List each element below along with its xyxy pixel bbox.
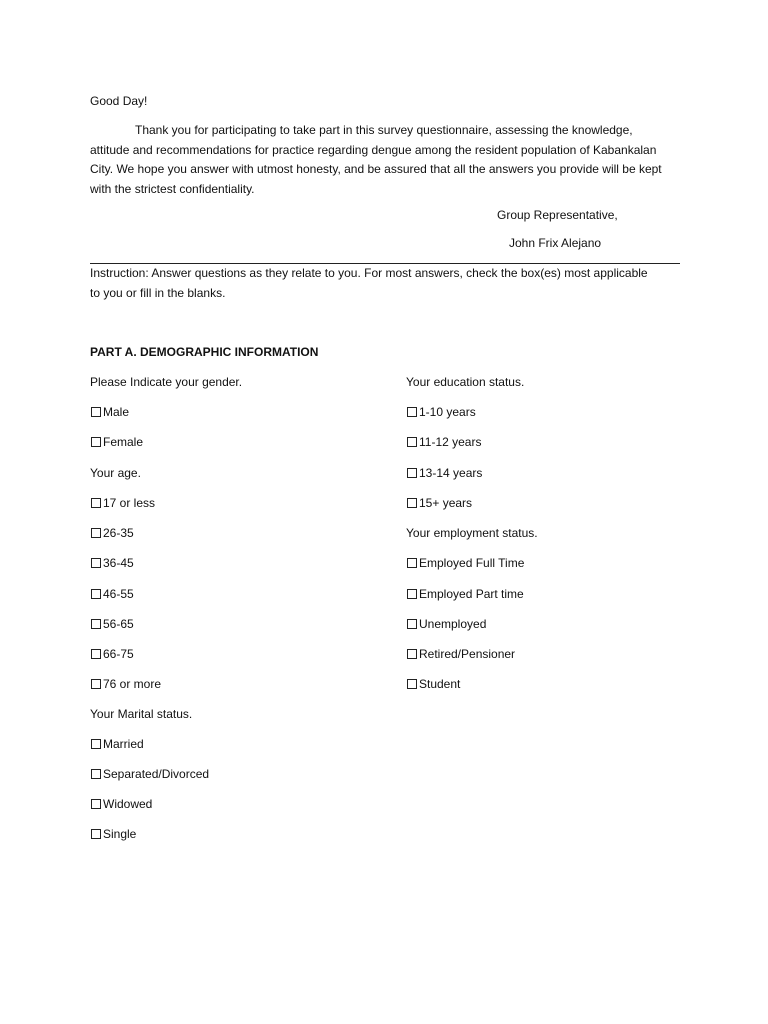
marital-option[interactable]: Single xyxy=(91,827,136,841)
checkbox[interactable] xyxy=(407,558,417,568)
marital-question: Your Marital status. xyxy=(90,707,193,721)
checkbox[interactable] xyxy=(91,799,101,809)
age-option[interactable]: 17 or less xyxy=(91,496,155,510)
education-option[interactable]: 15+ years xyxy=(407,496,472,510)
gender-option-female[interactable]: Female xyxy=(91,435,143,449)
checkbox[interactable] xyxy=(91,769,101,779)
checkbox[interactable] xyxy=(407,468,417,478)
checkbox[interactable] xyxy=(91,498,101,508)
age-option[interactable]: 46-55 xyxy=(91,587,134,601)
checkbox[interactable] xyxy=(91,589,101,599)
checkbox[interactable] xyxy=(407,437,417,447)
employment-option[interactable]: Retired/Pensioner xyxy=(407,647,515,661)
checkbox[interactable] xyxy=(407,498,417,508)
checkbox[interactable] xyxy=(91,437,101,447)
education-option[interactable]: 1-10 years xyxy=(407,405,476,419)
checkbox[interactable] xyxy=(91,649,101,659)
age-option[interactable]: 36-45 xyxy=(91,556,134,570)
marital-option[interactable]: Married xyxy=(91,737,144,751)
signature-role: Group Representative, xyxy=(497,208,618,222)
checkbox[interactable] xyxy=(91,829,101,839)
checkbox[interactable] xyxy=(91,407,101,417)
checkbox[interactable] xyxy=(91,528,101,538)
intro-text: Thank you for participating to take part in this survey questionnaire, assessing the knowledge, attitude and recommendations for practice regarding dengue among the resident population of Kabankalan City. We hope you answer with utmost honesty, and be assured that all the answers you provide will be kept with the strictest confidentiality. xyxy=(90,123,662,196)
employment-option[interactable]: Student xyxy=(407,677,460,691)
gender-option-male[interactable]: Male xyxy=(91,405,129,419)
checkbox[interactable] xyxy=(91,558,101,568)
greeting: Good Day! xyxy=(90,94,148,108)
checkbox[interactable] xyxy=(91,679,101,689)
checkbox[interactable] xyxy=(407,407,417,417)
age-question: Your age. xyxy=(90,466,141,480)
age-option[interactable]: 56-65 xyxy=(91,617,134,631)
age-option[interactable]: 26-35 xyxy=(91,526,134,540)
checkbox[interactable] xyxy=(407,679,417,689)
checkbox[interactable] xyxy=(91,619,101,629)
checkbox[interactable] xyxy=(407,619,417,629)
part-a-heading: PART A. DEMOGRAPHIC INFORMATION xyxy=(90,345,319,359)
instruction-text: Instruction: Answer questions as they relate to you. For most answers, check the box(es) most applicable to you or fill in the blanks. xyxy=(90,266,648,300)
education-option[interactable]: 13-14 years xyxy=(407,466,482,480)
employment-option[interactable]: Unemployed xyxy=(407,617,486,631)
age-option[interactable]: 66-75 xyxy=(91,647,134,661)
checkbox[interactable] xyxy=(407,589,417,599)
marital-option[interactable]: Widowed xyxy=(91,797,152,811)
age-option[interactable]: 76 or more xyxy=(91,677,161,691)
employment-question: Your employment status. xyxy=(406,526,538,540)
marital-option[interactable]: Separated/Divorced xyxy=(91,767,209,781)
checkbox[interactable] xyxy=(407,649,417,659)
checkbox[interactable] xyxy=(91,739,101,749)
gender-question: Please Indicate your gender. xyxy=(90,375,243,389)
education-option[interactable]: 11-12 years xyxy=(407,435,481,449)
signature-name: John Frix Alejano xyxy=(509,236,602,250)
employment-option[interactable]: Employed Part time xyxy=(407,587,524,601)
intro-paragraph xyxy=(90,121,675,199)
education-question: Your education status. xyxy=(406,375,525,389)
employment-option[interactable]: Employed Full Time xyxy=(407,556,524,570)
